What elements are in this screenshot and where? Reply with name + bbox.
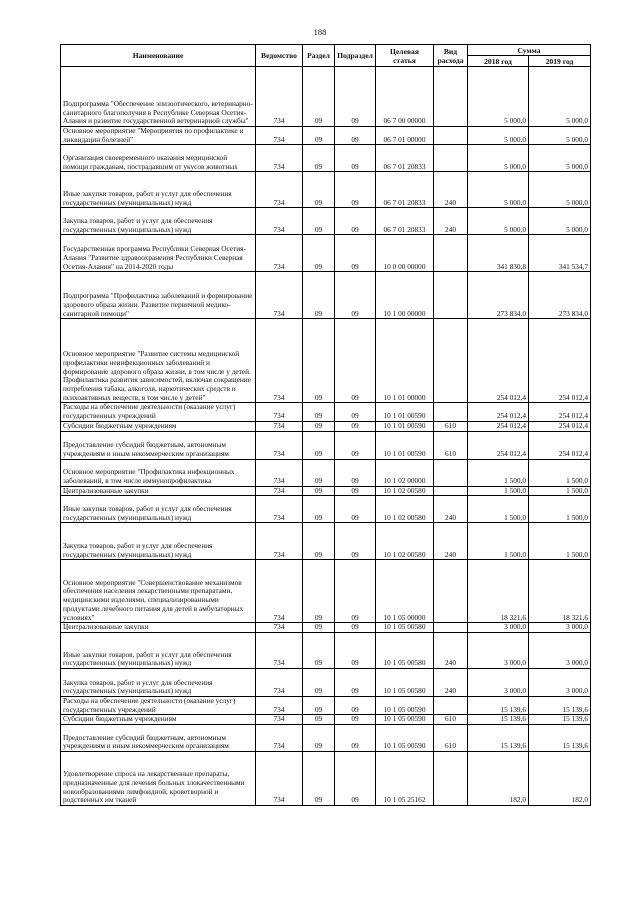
row-exp-type <box>434 623 468 633</box>
row-2018: 3 000,0 <box>468 668 529 696</box>
header-2019: 2019 год <box>529 56 591 67</box>
row-name: Основное мероприятие "Профилактика инфекционных заболеваний, в том числе иммунопрофилактика <box>61 459 256 486</box>
row-2018: 5 000,0 <box>468 67 529 127</box>
row-subsection: 09 <box>335 496 376 523</box>
row-2018: 1 500,0 <box>468 486 529 496</box>
row-section: 09 <box>303 560 335 623</box>
row-subsection: 09 <box>335 235 376 272</box>
row-2018: 15 139,6 <box>468 725 529 752</box>
row-dept: 734 <box>256 632 303 668</box>
row-2019: 3 000,0 <box>529 632 591 668</box>
row-2019: 5 000,0 <box>529 208 591 235</box>
header-target: Целевая статья <box>376 45 434 67</box>
row-target: 06 7 01 20833 <box>376 172 434 208</box>
row-dept: 734 <box>256 67 303 127</box>
header-2018: 2018 год <box>468 56 529 67</box>
row-2018: 1 500,0 <box>468 523 529 560</box>
header-section: Раздел <box>303 45 335 67</box>
row-target: 10 1 05 00590 <box>376 725 434 752</box>
row-subsection: 09 <box>335 403 376 421</box>
row-name: Организация своевременного оказания медицинской помощи гражданам, пострадавшим от укусов животных <box>61 145 256 172</box>
table-row <box>61 696 591 714</box>
row-name: Предоставление субсидий бюджетным, автономным учреждениям и иным некоммерческим организациям <box>61 431 256 459</box>
table-row <box>61 235 591 272</box>
row-section: 09 <box>303 319 335 403</box>
row-section: 09 <box>303 623 335 633</box>
row-name: Основное мероприятие "Совершенствование механизмов обеспечения населения лекарственными препаратами, медицинскими изделиями, специализированными продуктами лечебного питания для детей в амбулаторных условиях" <box>61 560 256 623</box>
row-target: 06 7 00 00000 <box>376 67 434 127</box>
row-exp-type <box>434 319 468 403</box>
row-section: 09 <box>303 67 335 127</box>
row-2019: 1 500,0 <box>529 496 591 523</box>
row-subsection: 09 <box>335 319 376 403</box>
row-dept: 734 <box>256 421 303 431</box>
header-name: Наименование <box>61 45 256 67</box>
row-name: Подпрограмма "Профилактика заболеваний и формирование здорового образа жизни. Развитие первичной медико-санитарной помощи" <box>61 272 256 319</box>
table-row <box>61 623 591 633</box>
row-2019: 3 000,0 <box>529 623 591 633</box>
row-exp-type <box>434 752 468 806</box>
row-exp-type <box>434 145 468 172</box>
row-dept: 734 <box>256 459 303 486</box>
row-dept: 734 <box>256 235 303 272</box>
row-dept: 734 <box>256 560 303 623</box>
row-target: 10 1 01 00000 <box>376 319 434 403</box>
row-target: 10 1 05 00000 <box>376 560 434 623</box>
row-2018: 3 000,0 <box>468 623 529 633</box>
row-subsection: 09 <box>335 272 376 319</box>
row-subsection: 09 <box>335 145 376 172</box>
row-exp-type: 240 <box>434 668 468 696</box>
row-target: 10 1 02 00580 <box>376 523 434 560</box>
row-section: 09 <box>303 725 335 752</box>
row-exp-type: 610 <box>434 725 468 752</box>
row-2019: 15 139,6 <box>529 715 591 725</box>
row-exp-type: 610 <box>434 431 468 459</box>
table-row <box>61 715 591 725</box>
row-exp-type <box>434 459 468 486</box>
row-2018: 5 000,0 <box>468 145 529 172</box>
row-name: Удовлетворение спроса на лекарственные препараты, предназначенные для лечения больных злокачественными новообразованиями лимфоидной, кроветворной и родственных им тканей <box>61 752 256 806</box>
row-section: 09 <box>303 696 335 714</box>
row-target: 06 7 01 00000 <box>376 127 434 145</box>
row-dept: 734 <box>256 623 303 633</box>
table-row <box>61 459 591 486</box>
row-dept: 734 <box>256 486 303 496</box>
row-exp-type: 240 <box>434 496 468 523</box>
row-subsection: 09 <box>335 725 376 752</box>
row-2018: 254 012,4 <box>468 403 529 421</box>
row-2019: 18 321,6 <box>529 560 591 623</box>
row-2018: 341 830,8 <box>468 235 529 272</box>
table-row <box>61 145 591 172</box>
row-target: 10 1 02 00580 <box>376 486 434 496</box>
table-row <box>61 431 591 459</box>
row-dept: 734 <box>256 319 303 403</box>
row-exp-type: 240 <box>434 523 468 560</box>
row-2019: 1 500,0 <box>529 459 591 486</box>
header-subsection: Подраздел <box>335 45 376 67</box>
row-name: Государственная программа Республики Северная Осетия-Алания "Развитие здравоохранения Республики Северная Осетия-Алания" на 2014-2020 годы <box>61 235 256 272</box>
table-body <box>61 67 591 806</box>
table-header <box>61 45 591 67</box>
row-dept: 734 <box>256 403 303 421</box>
table-row <box>61 319 591 403</box>
row-name: Расходы на обеспечение деятельности (оказание услуг) государственных учреждений <box>61 403 256 421</box>
row-exp-type <box>434 403 468 421</box>
row-2019: 5 000,0 <box>529 127 591 145</box>
row-name: Предоставление субсидий бюджетным, автономным учреждениям и иным некоммерческим организациям <box>61 725 256 752</box>
page-number: 188 <box>313 27 327 37</box>
table-row <box>61 632 591 668</box>
row-name: Закупка товаров, работ и услуг для обеспечения государственных (муниципальных) нужд <box>61 668 256 696</box>
row-2019: 1 500,0 <box>529 486 591 496</box>
row-2019: 254 012,4 <box>529 421 591 431</box>
row-section: 09 <box>303 715 335 725</box>
table-row <box>61 172 591 208</box>
row-exp-type: 240 <box>434 632 468 668</box>
row-target: 10 1 05 00580 <box>376 632 434 668</box>
row-exp-type <box>434 235 468 272</box>
row-name: Подпрограмма "Обеспечение эпизоотического, ветеринарно-санитарного благополучия в Республике Северная Осетия-Алания и развитие государственной ветеринарной службы" <box>61 67 256 127</box>
row-section: 09 <box>303 523 335 560</box>
row-2019: 341 534,7 <box>529 235 591 272</box>
row-2018: 18 321,6 <box>468 560 529 623</box>
row-target: 10 1 01 00590 <box>376 431 434 459</box>
row-dept: 734 <box>256 668 303 696</box>
table-row <box>61 208 591 235</box>
row-exp-type <box>434 272 468 319</box>
row-name: Основное мероприятие "Мероприятия по профилактике и ликвидации болезней" <box>61 127 256 145</box>
row-2019: 273 834,0 <box>529 272 591 319</box>
table-row <box>61 725 591 752</box>
row-section: 09 <box>303 235 335 272</box>
row-dept: 734 <box>256 715 303 725</box>
row-2019: 15 139,6 <box>529 725 591 752</box>
row-target: 10 1 01 00590 <box>376 421 434 431</box>
row-target: 10 1 05 25162 <box>376 752 434 806</box>
row-name: Иные закупки товаров, работ и услуг для обеспечения государственных (муниципальных) нужд <box>61 496 256 523</box>
row-exp-type: 240 <box>434 172 468 208</box>
row-name: Расходы на обеспечение деятельности (оказание услуг) государственных учреждений <box>61 696 256 714</box>
row-dept: 734 <box>256 431 303 459</box>
row-dept: 734 <box>256 496 303 523</box>
row-2018: 254 012,4 <box>468 421 529 431</box>
row-2018: 254 012,4 <box>468 431 529 459</box>
row-2018: 15 139,6 <box>468 696 529 714</box>
row-target: 10 1 00 00000 <box>376 272 434 319</box>
row-section: 09 <box>303 403 335 421</box>
row-target: 10 1 05 00590 <box>376 696 434 714</box>
row-2018: 3 000,0 <box>468 632 529 668</box>
row-dept: 734 <box>256 696 303 714</box>
row-subsection: 09 <box>335 715 376 725</box>
header-dept: Ведомство <box>256 45 303 67</box>
row-name: Основное мероприятие "Развитие системы медицинской профилактики неинфекционных заболеваний и формирование здорового образа жизни, в том числе у детей. Профилактика развития зависимостей, включая сокращение потребления табака, алкоголя, наркотических средств и психоактивных веществ, в том числе у детей" <box>61 319 256 403</box>
header-exp-type: Вид расхода <box>434 45 468 67</box>
row-section: 09 <box>303 752 335 806</box>
row-2018: 273 834,0 <box>468 272 529 319</box>
row-exp-type: 610 <box>434 715 468 725</box>
row-target: 10 1 05 00590 <box>376 715 434 725</box>
row-section: 09 <box>303 421 335 431</box>
row-subsection: 09 <box>335 696 376 714</box>
row-section: 09 <box>303 431 335 459</box>
row-section: 09 <box>303 145 335 172</box>
row-section: 09 <box>303 208 335 235</box>
row-section: 09 <box>303 632 335 668</box>
row-subsection: 09 <box>335 523 376 560</box>
row-2018: 15 139,6 <box>468 715 529 725</box>
header-sum: Сумма <box>468 45 591 56</box>
budget-table <box>60 44 591 806</box>
row-section: 09 <box>303 172 335 208</box>
table-row <box>61 403 591 421</box>
row-dept: 734 <box>256 725 303 752</box>
row-dept: 734 <box>256 145 303 172</box>
row-subsection: 09 <box>335 431 376 459</box>
row-section: 09 <box>303 486 335 496</box>
row-name: Централизованные закупки <box>61 623 256 633</box>
row-section: 09 <box>303 496 335 523</box>
row-dept: 734 <box>256 752 303 806</box>
row-name: Закупка товаров, работ и услуг для обеспечения государственных (муниципальных) нужд <box>61 208 256 235</box>
row-2018: 1 500,0 <box>468 496 529 523</box>
row-2019: 182,0 <box>529 752 591 806</box>
row-subsection: 09 <box>335 632 376 668</box>
row-name: Субсидии бюджетным учреждениям <box>61 715 256 725</box>
row-2019: 5 000,0 <box>529 172 591 208</box>
row-target: 10 1 05 00580 <box>376 623 434 633</box>
row-subsection: 09 <box>335 127 376 145</box>
row-2019: 254 012,4 <box>529 319 591 403</box>
row-exp-type: 610 <box>434 421 468 431</box>
row-dept: 734 <box>256 523 303 560</box>
row-dept: 734 <box>256 208 303 235</box>
row-exp-type <box>434 560 468 623</box>
row-section: 09 <box>303 127 335 145</box>
table-row <box>61 668 591 696</box>
row-target: 10 1 02 00000 <box>376 459 434 486</box>
row-2019: 3 000,0 <box>529 668 591 696</box>
table-row <box>61 523 591 560</box>
table-row <box>61 67 591 127</box>
row-2018: 5 000,0 <box>468 208 529 235</box>
row-name: Субсидии бюджетным учреждениям <box>61 421 256 431</box>
row-2019: 5 000,0 <box>529 67 591 127</box>
row-exp-type <box>434 127 468 145</box>
row-subsection: 09 <box>335 752 376 806</box>
table-row <box>61 560 591 623</box>
row-dept: 734 <box>256 127 303 145</box>
row-subsection: 09 <box>335 623 376 633</box>
table-row <box>61 421 591 431</box>
row-dept: 734 <box>256 272 303 319</box>
table-row <box>61 496 591 523</box>
row-target: 06 7 01 20833 <box>376 145 434 172</box>
row-name: Централизованные закупки <box>61 486 256 496</box>
row-name: Иные закупки товаров, работ и услуг для обеспечения государственных (муниципальных) нужд <box>61 172 256 208</box>
row-target: 10 0 00 00000 <box>376 235 434 272</box>
table-row <box>61 272 591 319</box>
row-target: 06 7 01 20833 <box>376 208 434 235</box>
table-row <box>61 486 591 496</box>
row-2019: 1 500,0 <box>529 523 591 560</box>
row-2019: 15 139,6 <box>529 696 591 714</box>
row-2019: 254 012,4 <box>529 431 591 459</box>
row-subsection: 09 <box>335 486 376 496</box>
row-target: 10 1 05 00580 <box>376 668 434 696</box>
row-2019: 254 012,4 <box>529 403 591 421</box>
row-subsection: 09 <box>335 172 376 208</box>
row-section: 09 <box>303 272 335 319</box>
row-2018: 5 000,0 <box>468 127 529 145</box>
row-subsection: 09 <box>335 560 376 623</box>
row-2018: 1 500,0 <box>468 459 529 486</box>
row-exp-type <box>434 67 468 127</box>
row-subsection: 09 <box>335 67 376 127</box>
row-2018: 182,0 <box>468 752 529 806</box>
table-row <box>61 752 591 806</box>
row-2018: 5 000,0 <box>468 172 529 208</box>
row-target: 10 1 01 00590 <box>376 403 434 421</box>
row-exp-type <box>434 696 468 714</box>
row-name: Закупка товаров, работ и услуг для обеспечения государственных (муниципальных) нужд <box>61 523 256 560</box>
table-row <box>61 127 591 145</box>
row-subsection: 09 <box>335 421 376 431</box>
row-2019: 5 000,0 <box>529 145 591 172</box>
row-subsection: 09 <box>335 459 376 486</box>
row-exp-type <box>434 486 468 496</box>
row-dept: 734 <box>256 172 303 208</box>
row-section: 09 <box>303 459 335 486</box>
row-2018: 254 012,4 <box>468 319 529 403</box>
row-target: 10 1 02 00580 <box>376 496 434 523</box>
row-subsection: 09 <box>335 668 376 696</box>
row-section: 09 <box>303 668 335 696</box>
row-subsection: 09 <box>335 208 376 235</box>
row-name: Иные закупки товаров, работ и услуг для обеспечения государственных (муниципальных) нужд <box>61 632 256 668</box>
row-exp-type: 240 <box>434 208 468 235</box>
